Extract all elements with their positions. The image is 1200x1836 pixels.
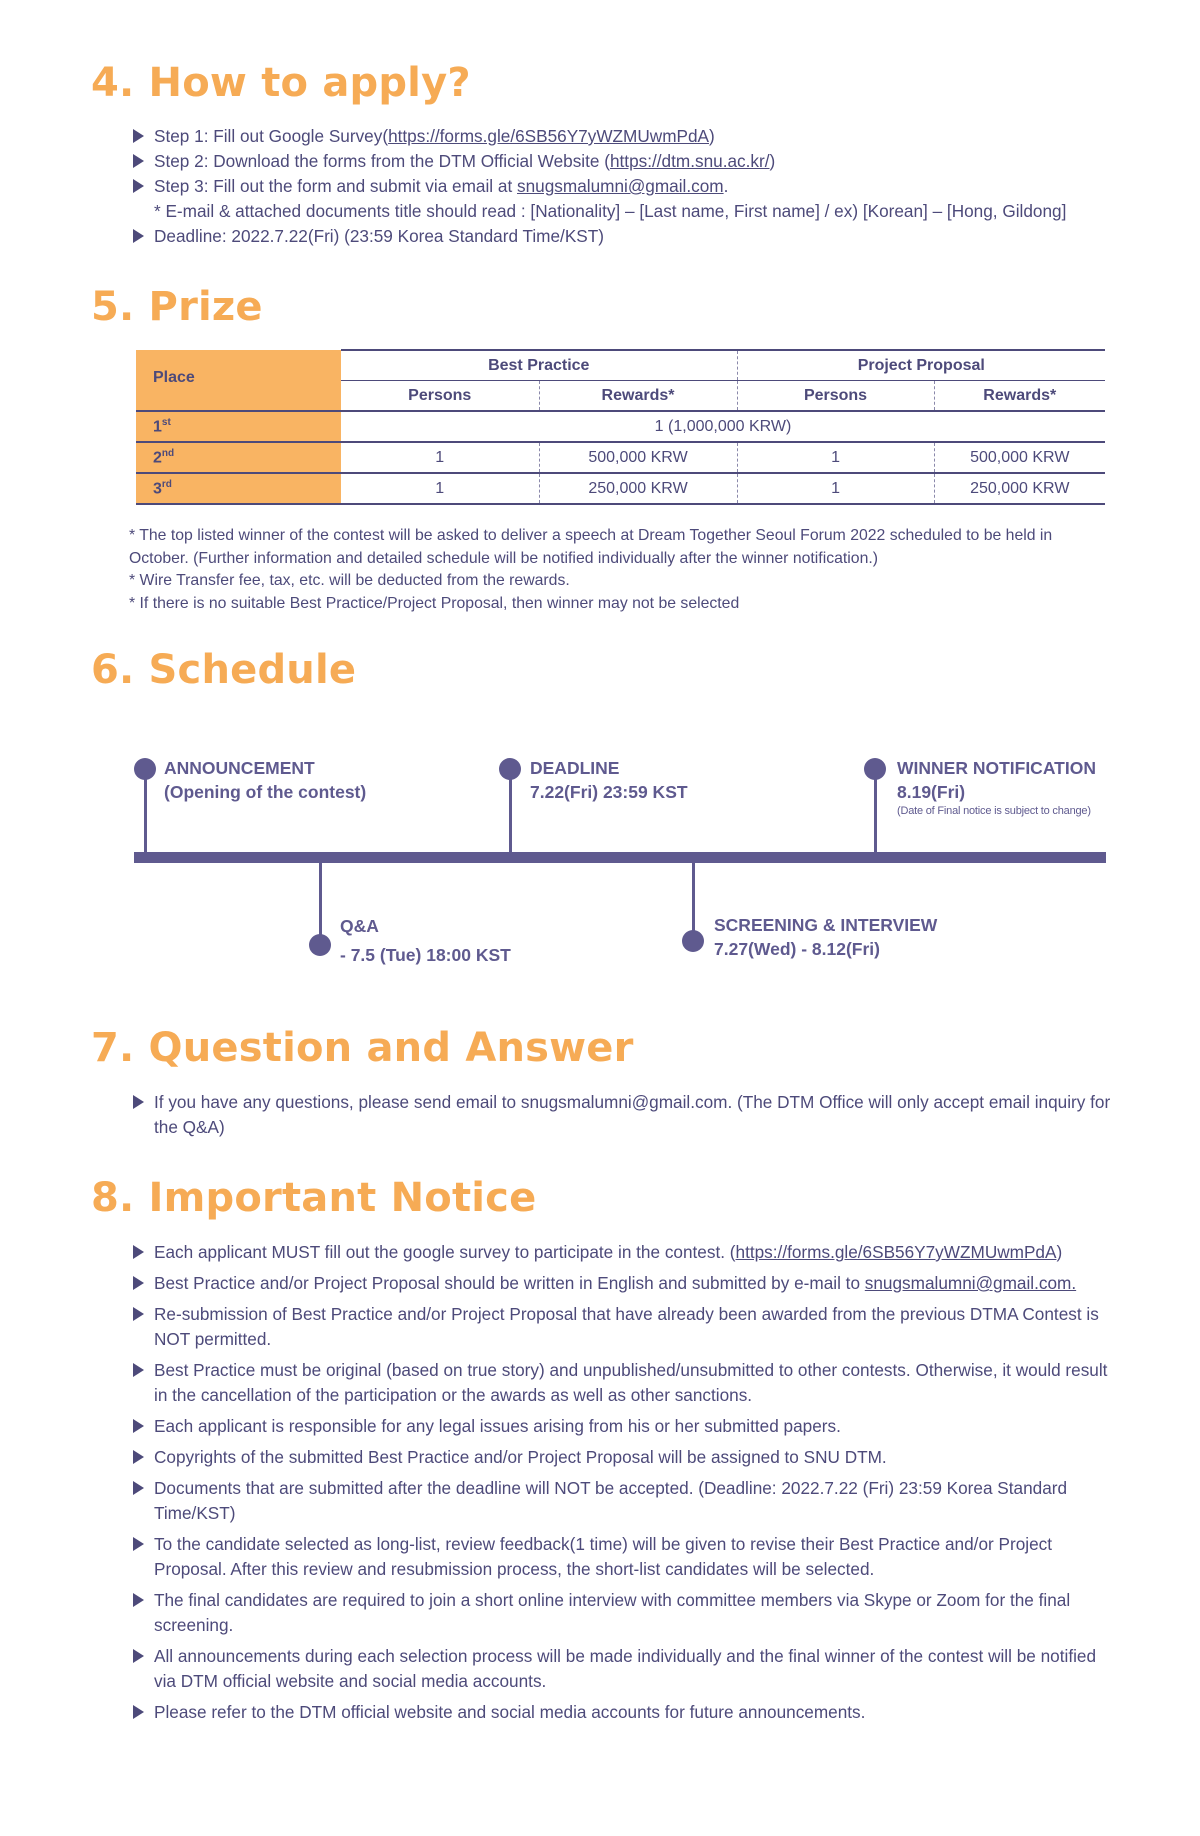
- rewards-cell: 250,000 KRW: [934, 473, 1105, 504]
- persons-cell: 1: [737, 473, 934, 504]
- milestone-screening-interview: [714, 913, 937, 961]
- prize-table: [136, 349, 1105, 505]
- list-item: [133, 1445, 1112, 1470]
- step-text-end: ): [709, 126, 715, 146]
- notice-text: Best Practice and/or Project Proposal should be written in English and submitted by e-mail to: [154, 1273, 865, 1293]
- arrow-right-icon: [133, 1481, 144, 1495]
- timeline-dot: [682, 930, 704, 952]
- section-heading-schedule: 6. Schedule: [91, 647, 357, 693]
- milestone-sub: 8.19(Fri): [897, 782, 966, 802]
- list-item: [133, 174, 1112, 199]
- table-row: [136, 411, 1105, 442]
- arrow-right-icon: [133, 1307, 144, 1321]
- timeline-bar: [134, 852, 1106, 863]
- arrow-right-icon: [133, 1095, 144, 1109]
- note-item: * Wire Transfer fee, tax, etc. will be deducted from the rewards.: [129, 572, 570, 589]
- notice-text: Each applicant is responsible for any legal issues arising from his or her submitted papers.: [154, 1416, 841, 1436]
- list-item: [133, 1271, 1112, 1296]
- prize-notes: [129, 525, 1109, 615]
- milestone-sub: 7.22(Fri) 23:59 KST: [530, 782, 688, 802]
- persons-header: Persons: [341, 381, 539, 412]
- notice-text: Please refer to the DTM official website and social media accounts for future announcements.: [154, 1702, 866, 1722]
- milestone-title: SCREENING & INTERVIEW: [714, 915, 938, 935]
- table-row: [136, 442, 1105, 473]
- rewards-cell: 500,000 KRW: [539, 442, 737, 473]
- milestone-title: DEADLINE: [530, 758, 620, 778]
- list-item-note: [133, 199, 1112, 224]
- timeline-stem: [319, 862, 322, 940]
- milestone-sub: - 7.5 (Tue) 18:00 KST: [340, 945, 511, 965]
- notice-text: Best Practice must be original (based on true story) and unpublished/unsubmitted to other contests. Otherwise, it would result in the cancellation of the participation or the awards as well as other sanctions.: [154, 1360, 1108, 1405]
- place-header: Place: [136, 350, 341, 411]
- note-item: * The top listed winner of the contest will be asked to deliver a speech at Dream Together Seoul Forum 2022 scheduled to be held in October. (Further information and detailed schedule will be notified individually after the winner notification.): [129, 527, 1053, 567]
- place-cell: 1st: [136, 411, 341, 442]
- list-item: [133, 1532, 1112, 1582]
- dtm-website-link[interactable]: https://dtm.snu.ac.kr/: [609, 151, 770, 171]
- persons-cell: 1: [737, 442, 934, 473]
- list-item: [133, 1358, 1112, 1408]
- qa-text: If you have any questions, please send email to snugsmalumni@gmail.com. (The DTM Office will only accept email inquiry for the Q&A): [154, 1092, 1111, 1137]
- list-item: [133, 124, 1112, 149]
- list-item: [133, 1414, 1112, 1439]
- list-item: [133, 1588, 1112, 1638]
- list-item: [133, 1090, 1112, 1140]
- milestone-announcement: [164, 756, 366, 804]
- persons-cell: 1: [341, 473, 539, 504]
- arrow-right-icon: [133, 229, 144, 243]
- place-cell: 2nd: [136, 442, 341, 473]
- notice-list: [133, 1240, 1112, 1731]
- timeline-stem: [692, 862, 695, 940]
- list-item: [133, 1476, 1112, 1526]
- step-text: Step 2: Download the forms from the DTM Official Website (: [154, 151, 610, 171]
- title-format-note: * E-mail & attached documents title should read : [Nationality] – [Last name, First name] / ex) [Korean] – [Hong, Gildong]: [154, 201, 1067, 221]
- arrow-right-icon: [133, 1593, 144, 1607]
- arrow-right-icon: [133, 1363, 144, 1377]
- section-heading-how-to-apply: 4. How to apply?: [91, 60, 471, 106]
- arrow-right-icon: [133, 1649, 144, 1663]
- rewards-header: Rewards*: [539, 381, 737, 412]
- qa-list: [133, 1090, 1112, 1140]
- notice-text: All announcements during each selection process will be made individually and the final winner of the contest will be notified via DTM official website and social media accounts.: [154, 1646, 1097, 1691]
- notice-text: Documents that are submitted after the deadline will NOT be accepted. (Deadline: 2022.7.22 (Fri) 23:59 Korea Standard Time/KST): [154, 1478, 1068, 1523]
- arrow-right-icon: [133, 1419, 144, 1433]
- list-item: [133, 1700, 1112, 1725]
- deadline-text: Deadline: 2022.7.22(Fri) (23:59 Korea Standard Time/KST): [154, 226, 604, 246]
- timeline-stem: [874, 775, 877, 853]
- arrow-right-icon: [133, 1245, 144, 1259]
- milestone-deadline: [530, 756, 688, 804]
- step-text: Step 1: Fill out Google Survey(: [154, 126, 389, 146]
- email-link[interactable]: snugsmalumni@gmail.com: [517, 176, 724, 196]
- milestone-sub: 7.27(Wed) - 8.12(Fri): [714, 939, 880, 959]
- notice-text: Re-submission of Best Practice and/or Project Proposal that have already been awarded from the previous DTMA Contest is NOT permitted.: [154, 1304, 1099, 1349]
- timeline-stem: [144, 775, 147, 853]
- section-heading-important-notice: 8. Important Notice: [91, 1175, 537, 1221]
- note-item: * If there is no suitable Best Practice/Project Proposal, then winner may not be selected: [129, 594, 740, 612]
- first-prize-cell: 1 (1,000,000 KRW): [341, 411, 1105, 442]
- timeline-stem: [509, 775, 512, 853]
- notice-text: To the candidate selected as long-list, review feedback(1 time) will be given to revise their Best Practice and/or Project Proposal. After this review and resubmission process, the short-list candidates will be selected.: [154, 1534, 1053, 1579]
- milestone-qa: [340, 914, 511, 967]
- list-item: [133, 1302, 1112, 1352]
- arrow-right-icon: [133, 154, 144, 168]
- milestone-note: (Date of Final notice is subject to change): [897, 805, 1091, 817]
- persons-cell: 1: [341, 442, 539, 473]
- list-item: [133, 224, 1112, 249]
- best-practice-header: Best Practice: [341, 350, 737, 381]
- list-item: [133, 149, 1112, 174]
- step-text-end: ): [769, 151, 776, 171]
- place-cell: 3rd: [136, 473, 341, 504]
- survey-link[interactable]: https://forms.gle/6SB56Y7yWZMUwmPdA: [388, 126, 709, 146]
- persons-header: Persons: [737, 381, 934, 412]
- notice-text: Copyrights of the submitted Best Practice and/or Project Proposal will be assigned to SNU DTM.: [154, 1447, 887, 1467]
- section-heading-qa: 7. Question and Answer: [91, 1025, 634, 1071]
- notice-text-end: ): [1056, 1242, 1063, 1262]
- section-heading-prize: 5. Prize: [91, 284, 263, 330]
- timeline-dot: [309, 934, 331, 956]
- milestone-title: WINNER NOTIFICATION: [897, 758, 1096, 778]
- notice-text: The final candidates are required to join a short online interview with committee members via Skype or Zoom for the final screening.: [154, 1590, 1071, 1635]
- apply-steps-list: [133, 124, 1112, 249]
- milestone-winner-notification: [897, 756, 1096, 818]
- step-text: Step 3: Fill out the form and submit via email at: [154, 176, 518, 196]
- arrow-right-icon: [133, 1537, 144, 1551]
- rewards-cell: 500,000 KRW: [934, 442, 1105, 473]
- arrow-right-icon: [133, 1450, 144, 1464]
- arrow-right-icon: [133, 179, 144, 193]
- arrow-right-icon: [133, 129, 144, 143]
- milestone-title: Q&A: [340, 916, 379, 936]
- email-link[interactable]: snugsmalumni@gmail.com.: [864, 1273, 1077, 1293]
- step-text-end: .: [723, 176, 729, 196]
- project-proposal-header: Project Proposal: [737, 350, 1105, 381]
- survey-link[interactable]: https://forms.gle/6SB56Y7yWZMUwmPdA: [735, 1242, 1057, 1262]
- rewards-cell: 250,000 KRW: [539, 473, 737, 504]
- rewards-header: Rewards*: [934, 381, 1105, 412]
- table-row: [136, 473, 1105, 504]
- milestone-sub: (Opening of the contest): [164, 782, 367, 802]
- list-item: [133, 1644, 1112, 1694]
- milestone-title: ANNOUNCEMENT: [164, 758, 315, 778]
- notice-text: Each applicant MUST fill out the google survey to participate in the contest. (: [154, 1242, 736, 1262]
- arrow-right-icon: [133, 1276, 144, 1290]
- list-item: [133, 1240, 1112, 1265]
- arrow-right-icon: [133, 1705, 144, 1719]
